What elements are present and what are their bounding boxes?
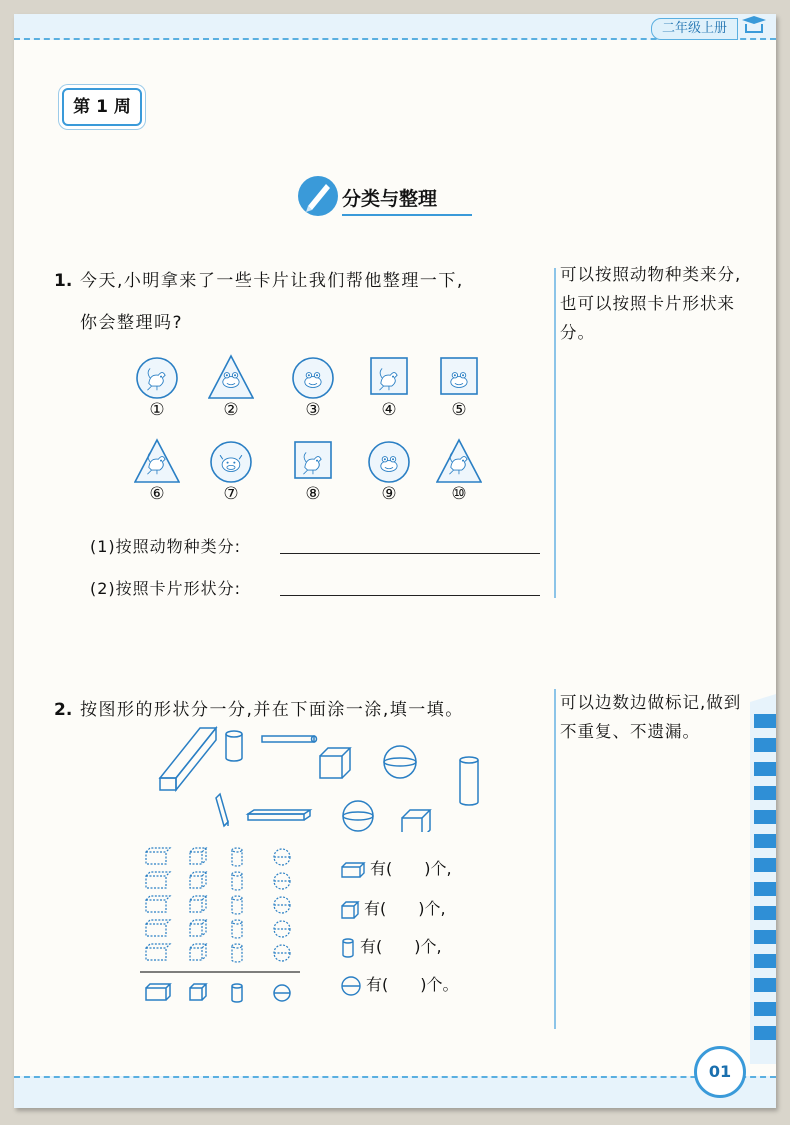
animal-card-7 <box>208 438 254 504</box>
square-bird-card-icon <box>290 438 336 484</box>
square-bird-card-icon <box>366 354 412 400</box>
count-blank[interactable]: 有( )个, <box>370 859 452 878</box>
card-label: ⑦ <box>223 484 239 504</box>
animal-card-3 <box>290 354 336 420</box>
sphere-shape <box>384 746 416 778</box>
pencil-badge-icon <box>296 174 340 218</box>
q2-hint: 可以边数边做标记,做到不重复、不遗漏。 <box>560 693 742 741</box>
q2-number: 2. <box>54 700 73 720</box>
animal-card-6 <box>134 438 180 504</box>
margin-divider-1 <box>554 268 556 598</box>
margin-divider-2 <box>554 689 556 1029</box>
animal-card-2 <box>208 354 254 420</box>
count-row-sphere <box>340 972 459 997</box>
decorative-stripes <box>750 694 776 1064</box>
q1-hint: 可以按照动物种类来分,也可以按照卡片形状来分。 <box>560 265 742 342</box>
sphere-icon <box>340 975 366 994</box>
card-label: ⑧ <box>305 484 321 504</box>
count-blank[interactable]: 有( )个。 <box>366 975 459 994</box>
bottom-band <box>14 1076 776 1108</box>
card-label: ① <box>149 400 165 420</box>
animal-card-5 <box>436 354 482 420</box>
count-blank[interactable]: 有( )个, <box>364 899 446 918</box>
triangle-bird-card-icon <box>436 438 482 484</box>
q1-text-line2: 你会整理吗? <box>80 313 184 333</box>
animal-card-1 <box>134 354 180 420</box>
cuboid-icon <box>340 859 370 878</box>
cuboid-shape <box>160 728 216 790</box>
page-number: 01 <box>694 1046 746 1098</box>
count-row-cuboid <box>340 856 452 879</box>
q1-text-line1: 今天,小明拿来了一些卡片让我们帮他整理一下, <box>80 271 464 291</box>
pencil-corner-icon <box>738 14 770 42</box>
animal-card-10 <box>436 438 482 504</box>
cylinder-icon <box>340 937 360 956</box>
q2-text: 按图形的形状分一分,并在下面涂一涂,填一填。 <box>80 700 464 720</box>
cylinder-tall-shape <box>460 757 478 805</box>
triangle-frog-card-icon <box>208 354 254 400</box>
card-label: ③ <box>305 400 321 420</box>
tally-col-cube <box>190 848 206 960</box>
grade-tab: 二年级上册 <box>651 18 738 40</box>
animal-card-4 <box>366 354 412 420</box>
solid-shapes-illustration <box>144 722 484 832</box>
cube-icon <box>340 899 364 918</box>
tally-chart <box>140 844 310 1004</box>
count-row-cube <box>340 896 446 920</box>
circle-cow-card-icon <box>208 438 254 484</box>
section-title-text: 分类与整理 <box>342 188 438 210</box>
q1-sub1-label: (1)按照动物种类分: <box>90 537 242 556</box>
card-label: ④ <box>381 400 397 420</box>
cylinder-rod-shape <box>262 736 317 742</box>
cylinder-shape <box>226 731 242 761</box>
card-label: ⑩ <box>451 484 467 504</box>
q1-number: 1. <box>54 271 73 291</box>
count-row-cylinder <box>340 934 442 959</box>
cuboid-long-shape <box>248 810 310 820</box>
sphere-shape-2 <box>343 801 373 831</box>
tally-col-cylinder <box>232 848 242 962</box>
cuboid-flat-shape <box>216 794 228 826</box>
tally-col-cuboid <box>146 848 170 960</box>
triangle-bird-card-icon <box>134 438 180 484</box>
q1-sub1-answer-line[interactable] <box>280 553 540 554</box>
card-label: ② <box>223 400 239 420</box>
count-blank[interactable]: 有( )个, <box>360 937 442 956</box>
q1-sub2-answer-line[interactable] <box>280 595 540 596</box>
circle-frog-card-icon <box>366 438 412 484</box>
circle-bird-card-icon <box>134 354 180 400</box>
animal-card-9 <box>366 438 412 504</box>
card-label: ⑨ <box>381 484 397 504</box>
card-label: ⑥ <box>149 484 165 504</box>
title-underline <box>342 214 472 216</box>
workbook-page <box>14 14 776 1108</box>
tally-col-sphere <box>274 849 290 961</box>
animal-card-8 <box>290 438 336 504</box>
cube-shape <box>320 748 350 778</box>
week-badge: 第 1 周 <box>62 88 142 126</box>
card-label: ⑤ <box>451 400 467 420</box>
cube-shape-2 <box>402 810 430 832</box>
square-frog-card-icon <box>436 354 482 400</box>
circle-frog-card-icon <box>290 354 336 400</box>
q1-sub2-label: (2)按照卡片形状分: <box>90 579 242 598</box>
